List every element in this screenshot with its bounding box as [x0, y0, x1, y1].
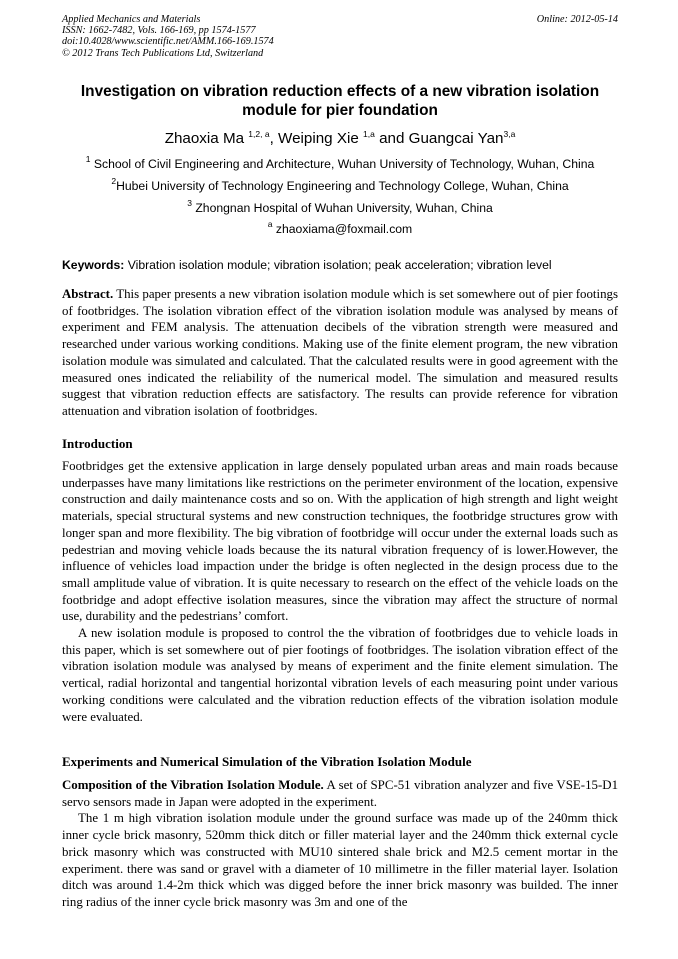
paragraph: A new isolation module is proposed to control the the vibration of footbridges due to vehicle loads in this paper, which is set somewhere out of pier footings of footbridges. The isolation vibration effect of the vibration isolation module was analysed by means of experiment and the finite element simulation. The vertical, radial horizontal and tangential horizontal vibration levels of each measuring point under various working conditions were calculated and the vibration reduction effects of the vibration isolation module were evaluated.: [62, 626, 618, 724]
experiments-body: [62, 777, 618, 911]
section-heading-introduction: Introduction: [62, 436, 133, 451]
author-name: Guangcai Yan: [408, 130, 504, 147]
journal-name: Applied Mechanics and Materials: [62, 14, 201, 25]
subsection-heading: Composition of the Vibration Isolation Module.: [62, 778, 324, 792]
affiliation-mark: 2: [111, 176, 117, 186]
affiliation-email: [62, 219, 618, 237]
paragraph: [62, 777, 618, 810]
author-affil-mark: 1,a: [363, 129, 375, 139]
paper-title: Investigation on vibration reduction effects of a new vibration isolation module for pier foundation: [80, 83, 600, 119]
subsection-text: A set of SPC-51 vibration analyzer and five VSE-15-D1 servo sensors made in Japan were adopted in the experiment.: [62, 778, 619, 809]
author-affil-mark: 1,2, a: [248, 129, 270, 139]
author-separator: and: [374, 130, 409, 147]
keywords: [62, 258, 618, 273]
affiliation-1: [62, 154, 618, 172]
keywords-label: Keywords:: [62, 258, 125, 272]
abstract: [62, 286, 618, 420]
issn-line: ISSN: 1662-7482, Vols. 166-169, pp 1574-1577: [62, 25, 256, 37]
section-heading-experiments: Experiments and Numerical Simulation of the Vibration Isolation Module: [62, 754, 472, 769]
affiliation-3: [62, 198, 618, 216]
email-link[interactable]: zhaoxiama@foxmail.com: [275, 222, 413, 236]
paragraph: The 1 m high vibration isolation module under the ground surface was made up of the 240mm thick inner cycle brick masonry, 520mm thick ditch or filler material layer and the 240mm thick external cycle brick masonry which was constructed with MU10 sintered shale brick and M2.5 cement mortar in the experiment. there was sand or gravel with a diameter of 10 millimetre in the filler material layer. Isolation ditch was around 1.4-2m thick which was digged before the inner brick masonry was builded. The inner ring radius of the inner cycle brick masonry was 3m and one of the: [62, 811, 618, 909]
online-date: Online: 2012-05-14: [536, 14, 618, 25]
author-separator: ,: [269, 130, 279, 147]
author-affil-mark: 3,a: [503, 129, 516, 139]
abstract-text: This paper presents a new vibration isolation module which is set somewhere out of pier footings of footbridges. The isolation vibration effect of the vibration isolation module was analysed by means of experiment and FEM analysis. The attenuation decibels of the vibration strength were measured and researched under various working conditions. Making use of the finite element program, the new vibration isolation module was simulated and calculated. That the calculated results were in good agreement with the measured ones indicated the reliability of the numerical model. The simulation and measured results suggest that vibration reduction effects are satisfactory. The results can provide reference for vibration attenuation and vibration isolation of footbridges.: [62, 287, 618, 418]
affiliation-text: School of Civil Engineering and Architecture, Wuhan University of Technology, Wuhan, China: [93, 157, 595, 171]
affiliation-2: [62, 176, 618, 194]
affiliation-text: Zhongnan Hospital of Wuhan University, Wuhan, China: [195, 201, 493, 215]
paragraph: Footbridges get the extensive application in large densely populated urban areas and main roads because underpasses have many limitations like restrictions on the perimeter environment of the location, expensive construction and daily maintenance costs and so on. With the application of high strength and light weight materials, special structural systems and new construction techniques, the footbridge structures grow with longer span and more flexibility. The big vibration of footbridge will occur under the external loads such as pedestrian and moving vehicle loads because the its natural vibration frequency of is lower.However, the influence of vehicles load impaction under the bridge is often neglected in the design process due to the small amplitude value of vibration. It is quite necessary to research on the effect of the vehicle loads on the footbridge and adopt effective isolation measures, since the vibration may affect the structure of normal use, durability and the pedestrians’ comfort.: [62, 459, 618, 624]
doi-line[interactable]: doi:10.4028/www.scientific.net/AMM.166-169.1574: [62, 36, 274, 48]
affiliation-mark: a: [267, 219, 273, 229]
affiliation-text: Hubei University of Technology Engineering and Technology College, Wuhan, China: [116, 179, 569, 193]
journal-header: [62, 14, 618, 59]
introduction-body: [62, 458, 618, 725]
abstract-label: Abstract.: [62, 287, 114, 301]
keywords-text: Vibration isolation module; vibration isolation; peak acceleration; vibration level: [127, 258, 552, 272]
affiliation-mark: 3: [187, 198, 192, 208]
copyright-line: © 2012 Trans Tech Publications Ltd, Switzerland: [62, 47, 264, 59]
author-list: [62, 129, 618, 149]
affiliation-mark: 1: [85, 154, 91, 164]
author-name: Zhaoxia Ma: [164, 130, 245, 147]
author-name: Weiping Xie: [278, 130, 359, 147]
